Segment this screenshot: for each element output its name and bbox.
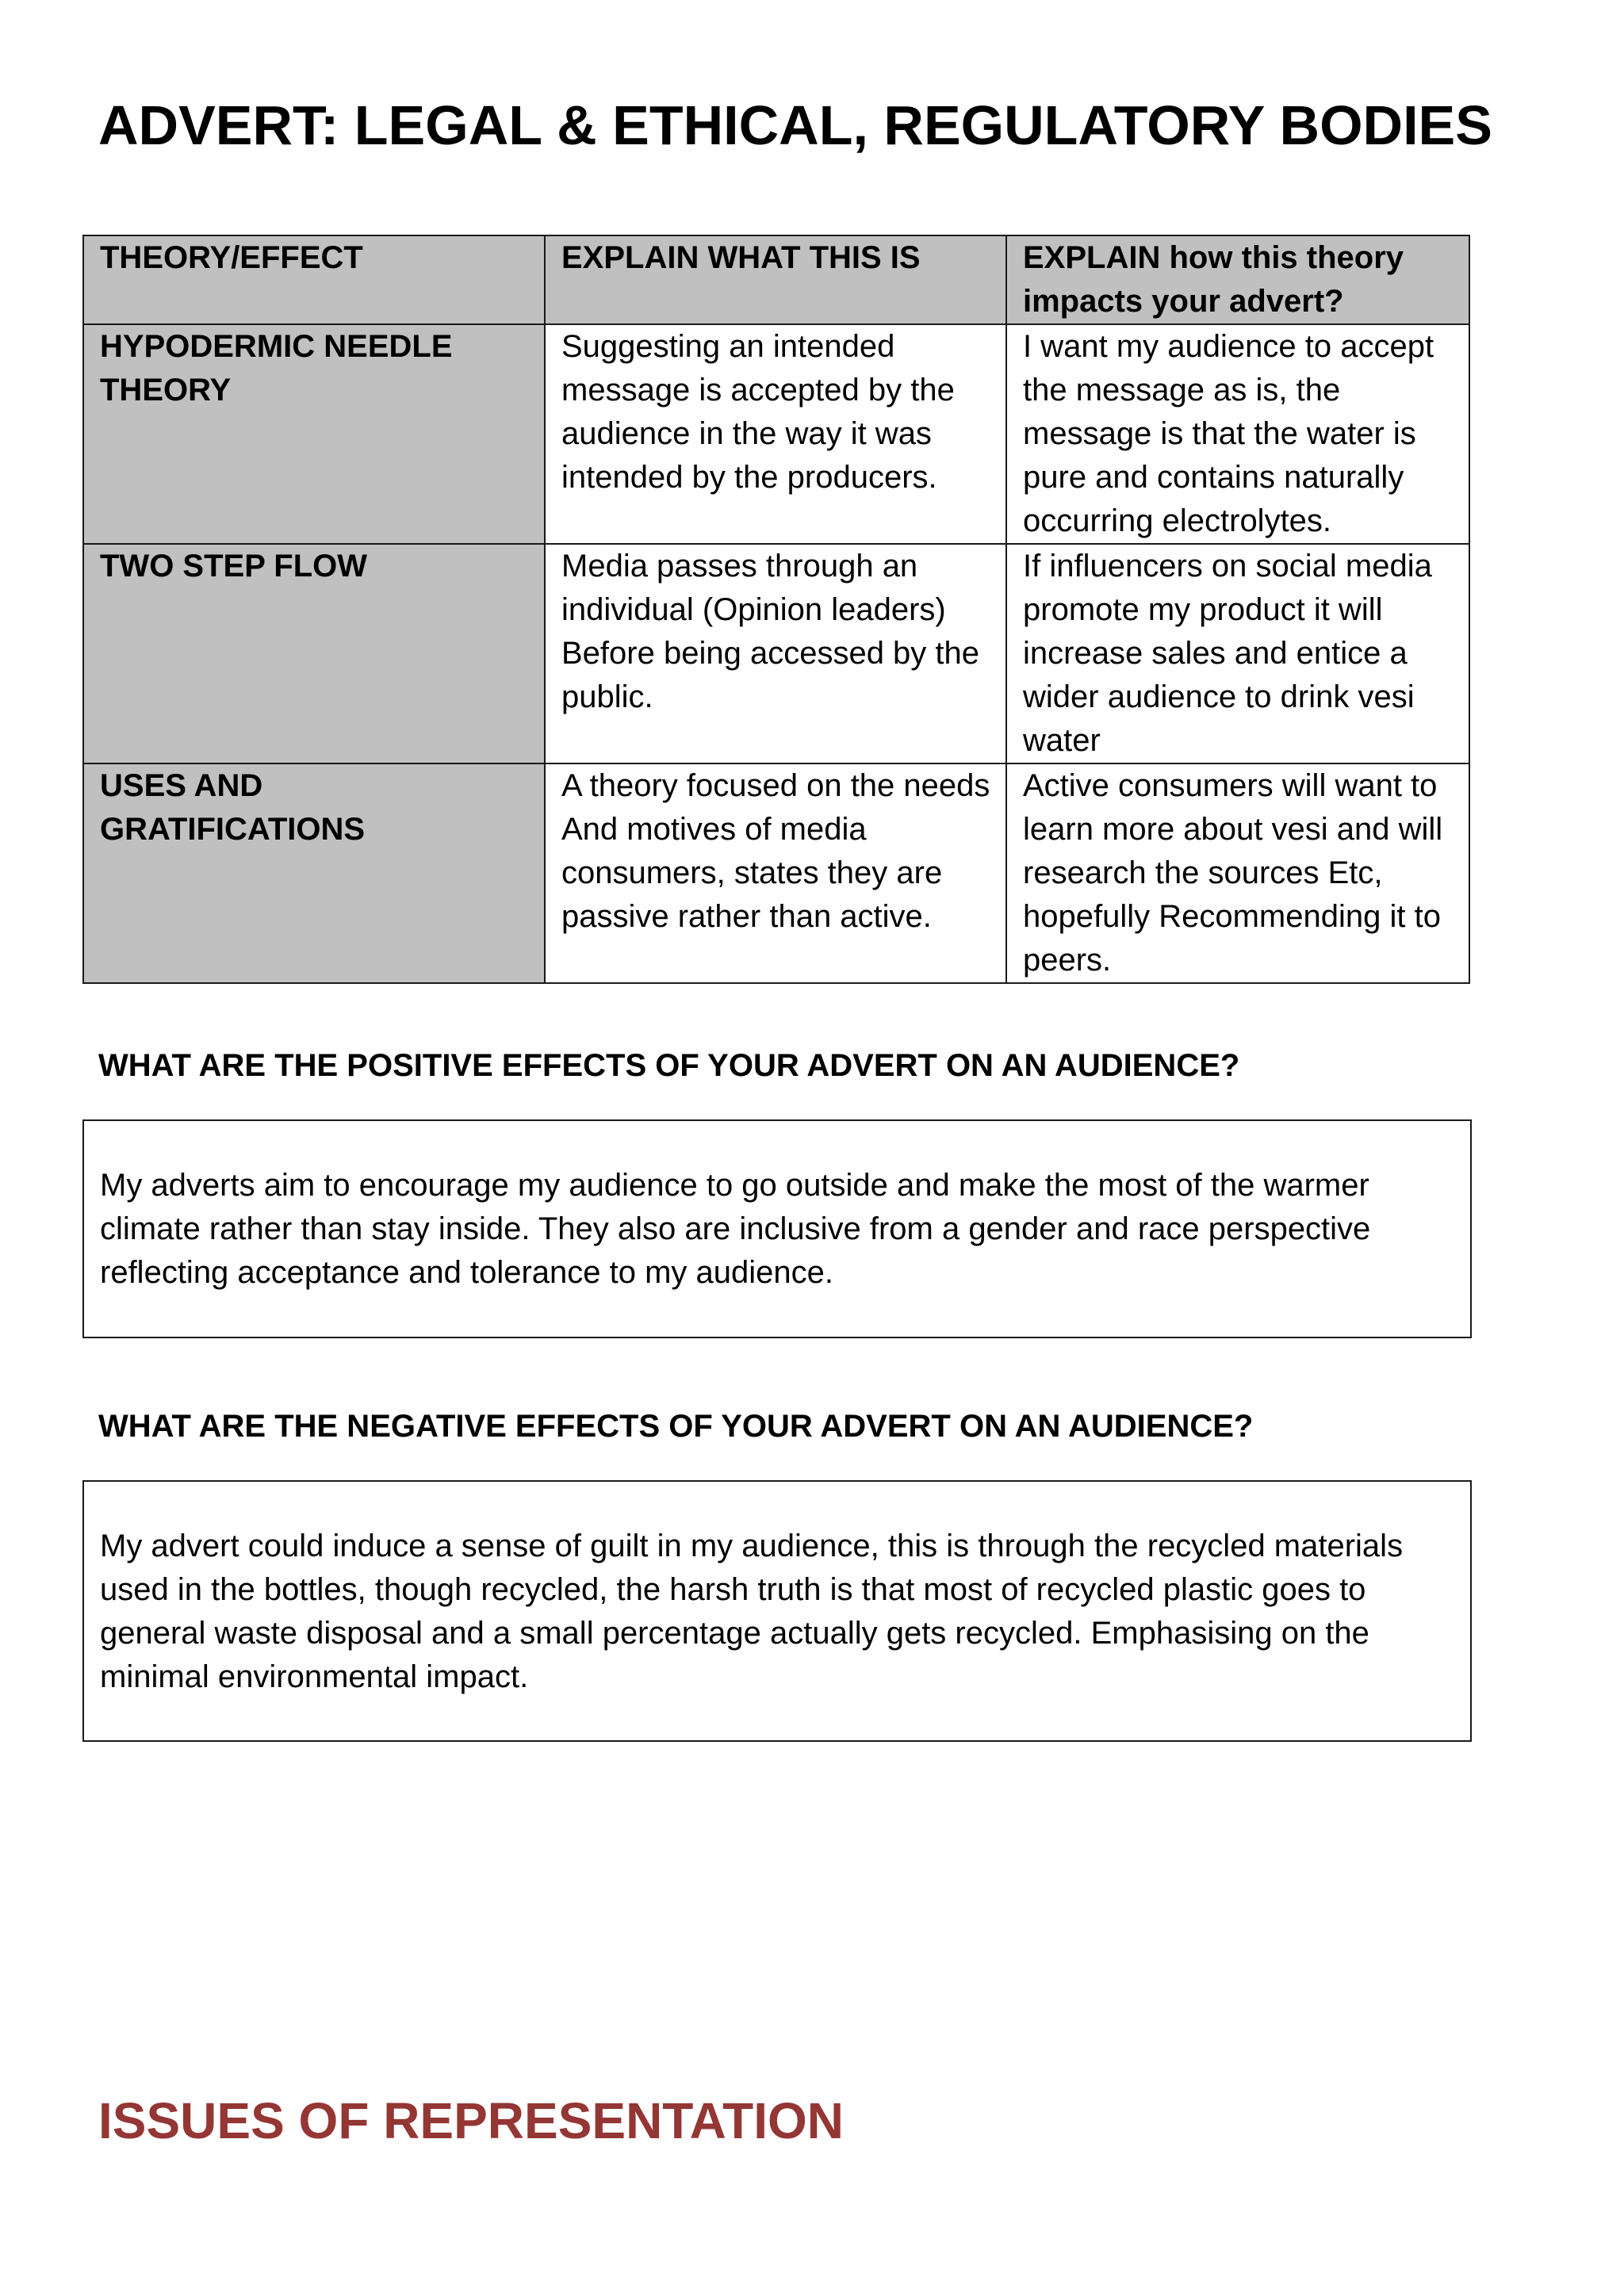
table-header-row (83, 235, 1469, 324)
explanation-cell: Media passes through an individual (Opinion leaders) Before being accessed by the public. (545, 544, 1006, 763)
section-heading: ISSUES OF REPRESENTATION (98, 2092, 844, 2149)
theory-name-cell: USES AND GRATIFICATIONS (83, 763, 545, 983)
theory-name-cell: HYPODERMIC NEEDLE THEORY (83, 324, 545, 544)
impact-cell: I want my audience to accept the message as is, the message is that the water is pure and contains naturally occurring electrolytes. (1006, 324, 1469, 544)
theory-table (82, 235, 1470, 984)
page-title: ADVERT: LEGAL & ETHICAL, REGULATORY BODIES (98, 94, 1492, 156)
explanation-cell: Suggesting an intended message is accepted by the audience in the way it was intended by the producers. (545, 324, 1006, 544)
table-row (83, 324, 1469, 544)
negative-effects-answer-text: My advert could induce a sense of guilt in my audience, this is through the recycled materials used in the bottles, though recycled, the harsh truth is that most of recycled plastic goes to general waste disposal and a small percentage actually gets recycled. Emphasising on the minimal environmental impact. (100, 1529, 1404, 1694)
column-header-impact: EXPLAIN how this theory impacts your advert? (1006, 235, 1469, 324)
theory-name-cell: TWO STEP FLOW (83, 544, 545, 763)
table-row (83, 544, 1469, 763)
positive-effects-answer-text: My adverts aim to encourage my audience to go outside and make the most of the warmer climate rather than stay inside. They also are inclusive from a gender and race perspective reflecting acceptance and tolerance to my audience. (100, 1168, 1371, 1290)
negative-effects-question: WHAT ARE THE NEGATIVE EFFECTS OF YOUR ADVERT ON AN AUDIENCE? (98, 1409, 1254, 1444)
table-row (83, 763, 1469, 983)
positive-effects-question: WHAT ARE THE POSITIVE EFFECTS OF YOUR ADVERT ON AN AUDIENCE? (98, 1048, 1240, 1083)
column-header-explanation: EXPLAIN WHAT THIS IS (545, 235, 1006, 324)
impact-cell: If influencers on social media promote my product it will increase sales and entice a wider audience to drink vesi water (1006, 544, 1469, 763)
impact-cell: Active consumers will want to learn more about vesi and will research the sources Etc, hopefully Recommending it to peers. (1006, 763, 1469, 983)
column-header-theory: THEORY/EFFECT (83, 235, 545, 324)
negative-effects-answer-box[interactable] (82, 1480, 1472, 1742)
explanation-cell: A theory focused on the needs And motives of media consumers, states they are passive rather than active. (545, 763, 1006, 983)
positive-effects-answer-box[interactable] (82, 1119, 1472, 1338)
